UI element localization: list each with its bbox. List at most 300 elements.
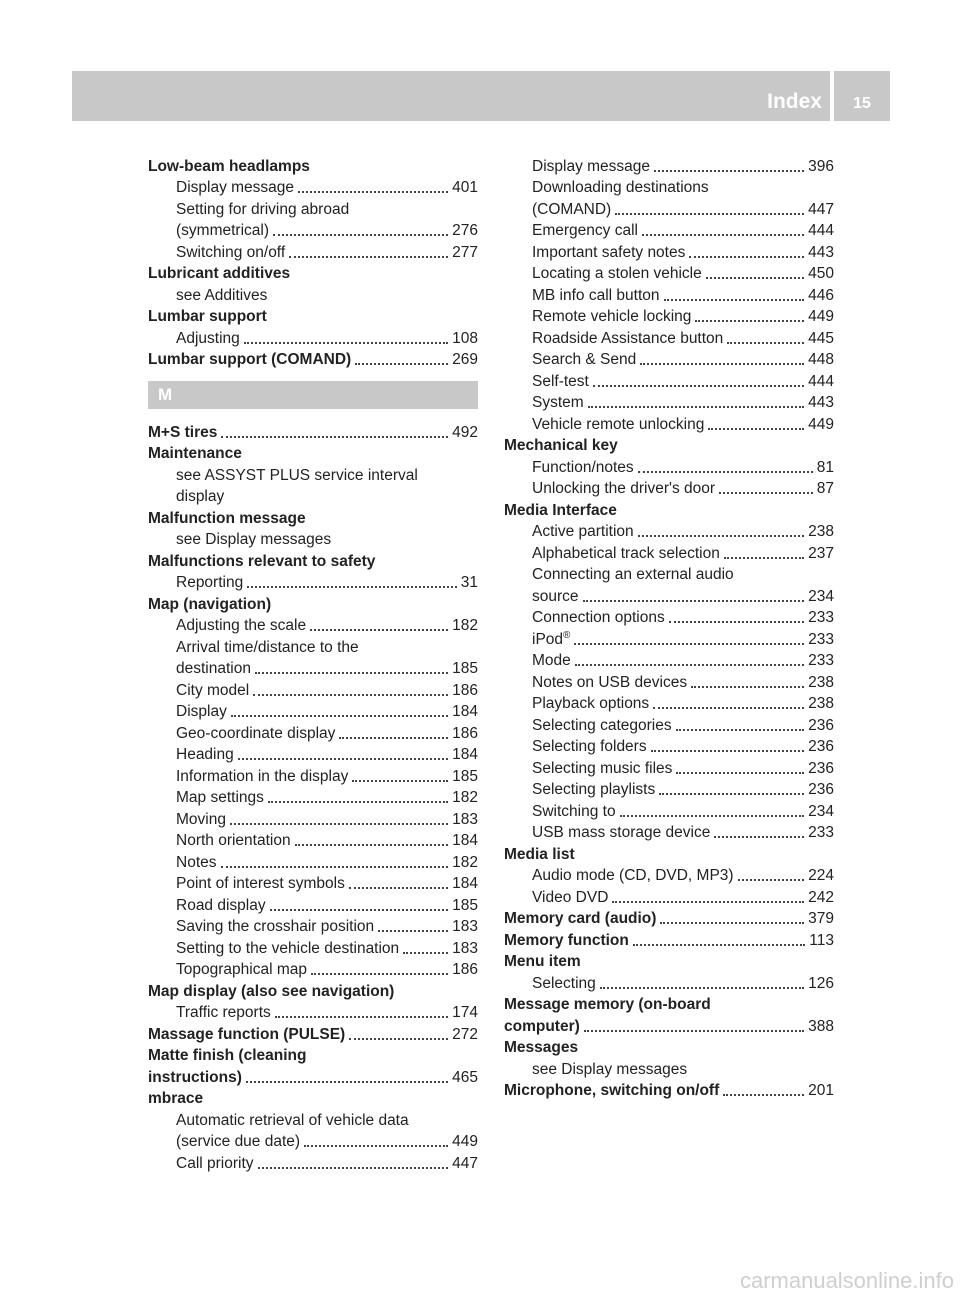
entry-label	[532, 651, 571, 671]
index-subentry	[504, 177, 834, 199]
index-subentry	[148, 486, 478, 508]
dot-leader	[310, 629, 448, 631]
page-reference: 238	[808, 523, 834, 540]
entry-label	[532, 544, 720, 564]
index-subentry	[504, 1058, 834, 1080]
page-reference: 113	[809, 931, 834, 949]
index-subentry	[148, 1002, 478, 1024]
entry-label	[176, 466, 418, 486]
entry-text: North orientation	[176, 832, 291, 849]
entry-text: Map (navigation)	[148, 595, 272, 613]
entry-label	[148, 509, 306, 529]
entry-text: System	[532, 394, 584, 411]
dot-leader	[653, 707, 804, 709]
dot-leader	[378, 930, 448, 932]
entry-label	[504, 909, 656, 929]
page-reference: 186	[452, 961, 478, 978]
entry-text: Vehicle remote unlocking	[532, 415, 705, 433]
page-reference: 233	[808, 652, 834, 669]
page-reference: 446	[808, 286, 834, 304]
entry-text: source	[532, 587, 579, 605]
index-subentry	[504, 628, 834, 650]
index-entry	[504, 994, 834, 1016]
entry-label	[532, 823, 710, 843]
entry-text: Notes on USB devices	[532, 673, 688, 691]
index-subentry	[504, 284, 834, 306]
entry-label	[504, 436, 618, 456]
entry-label	[532, 866, 734, 886]
page-reference: 183	[452, 939, 478, 957]
watermark-text: carmanualsonline.info	[739, 1268, 954, 1293]
page-reference: 443	[808, 394, 834, 411]
entry-label	[532, 1060, 687, 1080]
index-subentry	[148, 615, 478, 637]
entry-label	[176, 243, 285, 263]
index-subentry	[148, 765, 478, 787]
index-subentry	[504, 693, 834, 715]
page-reference: 81	[816, 458, 834, 476]
dot-leader	[612, 901, 804, 903]
page-reference: 185	[452, 767, 478, 785]
dot-leader	[258, 1167, 449, 1169]
page-reference: 269	[452, 351, 478, 368]
index-entry	[148, 1023, 478, 1045]
index-subentry	[504, 478, 834, 500]
entry-label	[148, 350, 351, 370]
index-subentry	[504, 542, 834, 564]
entry-text: Messages	[504, 1039, 579, 1056]
index-subentry	[148, 873, 478, 895]
entry-text: display	[176, 488, 225, 505]
entry-label	[148, 157, 310, 177]
entry-label	[176, 616, 306, 636]
dot-leader	[654, 170, 804, 172]
index-entry	[504, 1015, 834, 1037]
index-subentry	[504, 306, 834, 328]
registered-mark: ®	[563, 629, 571, 641]
index-subentry	[504, 564, 834, 586]
page-reference: 276	[452, 222, 478, 239]
index-entry	[504, 1037, 834, 1059]
dot-leader	[593, 385, 804, 387]
entry-text: Selecting music files	[532, 759, 673, 777]
index-subentry	[148, 241, 478, 263]
entry-text: Notes	[176, 853, 217, 871]
entry-text: Selecting	[532, 974, 596, 992]
index-subentry	[148, 636, 478, 658]
section-letter: M	[158, 385, 173, 404]
entry-text: Reporting	[176, 574, 244, 591]
entry-label	[176, 1132, 300, 1152]
index-subentry	[148, 177, 478, 199]
entry-text: Adjusting	[176, 329, 240, 347]
entry-text: Information in the display	[176, 767, 349, 785]
entry-text: Memory function	[504, 931, 629, 949]
entry-text: see Additives	[176, 286, 268, 304]
index-subentry	[148, 1152, 478, 1174]
entry-label	[176, 788, 264, 808]
entry-text: (symmetrical)	[176, 222, 269, 239]
entry-label	[532, 630, 570, 650]
entry-text: Switching on/off	[176, 243, 286, 261]
index-subentry	[504, 370, 834, 392]
page-reference: 87	[816, 480, 834, 497]
index-subentry	[504, 392, 834, 414]
index-subentry	[504, 585, 834, 607]
page-reference: 234	[808, 587, 834, 605]
dot-leader	[238, 758, 448, 760]
index-entry	[148, 593, 478, 615]
entry-label	[176, 1003, 271, 1023]
entry-text: Topographical map	[176, 961, 307, 978]
dot-leader	[691, 686, 804, 688]
index-entry	[148, 443, 478, 465]
entry-text: Point of interest symbols	[176, 875, 345, 892]
entry-label	[532, 221, 638, 241]
entry-text: Massage function (PULSE)	[148, 1025, 346, 1043]
entry-label	[148, 1068, 242, 1088]
page-reference: 450	[808, 265, 834, 282]
page-reference: 444	[808, 372, 834, 390]
entry-label	[532, 673, 687, 693]
index-block	[148, 421, 478, 1174]
dot-leader	[719, 492, 813, 494]
entry-label	[176, 200, 349, 220]
entry-label	[532, 264, 702, 284]
entry-label	[148, 264, 290, 284]
entry-text: Important safety notes	[532, 243, 686, 261]
index-subentry	[148, 220, 478, 242]
index-subentry	[148, 808, 478, 830]
entry-text: Active partition	[532, 523, 634, 540]
dot-leader	[669, 621, 804, 623]
index-subentry	[148, 916, 478, 938]
page-reference: 449	[808, 415, 834, 433]
entry-text: Mode	[532, 652, 571, 669]
dot-leader	[664, 299, 805, 301]
index-subentry	[504, 671, 834, 693]
page-reference: 182	[452, 617, 478, 634]
dot-leader	[575, 664, 804, 666]
entry-label	[176, 659, 251, 679]
entry-text: City model	[176, 681, 250, 699]
dot-leader	[304, 1145, 448, 1147]
page-reference: 185	[452, 660, 478, 677]
dot-leader	[230, 823, 448, 825]
entry-label	[176, 221, 269, 241]
entry-text: Display message	[176, 179, 295, 196]
entry-label	[532, 372, 589, 392]
entry-text: Search & Send	[532, 351, 637, 368]
entry-text: Unlocking the driver's door	[532, 480, 716, 497]
entry-text: Heading	[176, 746, 234, 763]
dot-leader	[676, 772, 804, 774]
entry-text: Selecting playlists	[532, 781, 656, 798]
dot-leader	[714, 836, 804, 838]
page-reference: 126	[808, 974, 834, 992]
entry-text: M+S tires	[148, 423, 218, 441]
entry-text: USB mass storage device	[532, 824, 711, 841]
entry-label	[176, 1154, 254, 1174]
index-subentry	[504, 263, 834, 285]
index-subentry	[504, 822, 834, 844]
entry-label	[176, 286, 267, 306]
entry-label	[532, 974, 596, 994]
page-reference: 388	[808, 1017, 834, 1035]
page-reference: 184	[452, 832, 478, 849]
index-subentry	[148, 658, 478, 680]
dot-leader	[727, 342, 804, 344]
entry-text: Function/notes	[532, 458, 634, 476]
entry-text: Setting to the vehicle destination	[176, 939, 400, 957]
index-subentry	[504, 800, 834, 822]
dot-leader	[738, 879, 805, 881]
entry-text: Memory card (audio)	[504, 910, 657, 927]
index-subentry	[504, 779, 834, 801]
entry-text: Low-beam headlamps	[148, 157, 310, 175]
entry-text: Roadside Assistance button	[532, 329, 724, 347]
index-entry	[504, 843, 834, 865]
entry-label	[532, 307, 691, 327]
entry-label	[532, 716, 672, 736]
page-reference: 272	[452, 1025, 478, 1043]
entry-label	[148, 595, 271, 615]
entry-label	[532, 737, 647, 757]
entry-text: Lubricant additives	[148, 265, 291, 282]
dot-leader	[339, 737, 448, 739]
page-reference: 183	[452, 918, 478, 935]
dot-leader	[311, 973, 448, 975]
index-subentry	[504, 714, 834, 736]
entry-label	[148, 423, 217, 443]
entry-text: Display	[176, 703, 227, 720]
dot-leader	[574, 643, 804, 645]
index-subentry	[148, 787, 478, 809]
page-reference: 183	[452, 810, 478, 828]
entry-label	[148, 982, 394, 1002]
index-entry	[504, 908, 834, 930]
index-entry	[504, 929, 834, 951]
entry-label	[176, 530, 331, 550]
page-reference: 186	[452, 724, 478, 742]
index-subentry	[504, 327, 834, 349]
entry-text: Self-test	[532, 372, 589, 390]
index-subentry	[148, 572, 478, 594]
dot-leader	[247, 586, 457, 588]
entry-label	[148, 1089, 203, 1109]
entry-label	[176, 1111, 409, 1131]
page-reference: 186	[452, 681, 478, 699]
entry-text: Moving	[176, 810, 226, 828]
index-block	[504, 155, 834, 1101]
dot-leader	[584, 1030, 804, 1032]
entry-text: Audio mode (CD, DVD, MP3)	[532, 867, 734, 884]
index-subentry	[504, 521, 834, 543]
entry-label	[532, 157, 650, 177]
index-subentry	[504, 886, 834, 908]
dot-leader	[615, 213, 804, 215]
entry-text: Map display (also see navigation)	[148, 982, 395, 1000]
index-entry	[504, 499, 834, 521]
dot-leader	[660, 922, 804, 924]
entry-text: (service due date)	[176, 1133, 301, 1150]
entry-text: Microphone, switching on/off	[504, 1082, 720, 1099]
page-reference: 174	[452, 1004, 478, 1021]
index-entry	[148, 155, 478, 177]
index-subentry	[504, 607, 834, 629]
index-subentry	[148, 529, 478, 551]
entry-text: Selecting categories	[532, 716, 672, 734]
index-entry	[504, 951, 834, 973]
entry-label	[504, 1038, 578, 1058]
page-reference: 184	[452, 875, 478, 892]
entry-label	[504, 952, 581, 972]
entry-text: mbrace	[148, 1090, 204, 1107]
section-header-m	[148, 381, 478, 409]
page-reference: 447	[808, 200, 834, 218]
dot-leader	[268, 801, 448, 803]
page-reference: 233	[808, 630, 834, 648]
index-subentry	[148, 679, 478, 701]
dot-leader	[298, 191, 448, 193]
page-reference: 238	[808, 673, 834, 691]
entry-text: Lumbar support	[148, 308, 267, 325]
entry-text: Mechanical key	[504, 437, 618, 454]
entry-label	[176, 487, 224, 507]
entry-text: Downloading destinations	[532, 179, 709, 196]
entry-text: destination	[176, 660, 251, 677]
entry-label	[176, 702, 227, 722]
entry-label	[176, 573, 243, 593]
entry-text: see ASSYST PLUS service interval	[176, 466, 418, 484]
page-reference: 224	[808, 867, 834, 884]
index-subentry	[504, 220, 834, 242]
entry-label	[532, 393, 584, 413]
entry-label	[176, 939, 399, 959]
page-reference: 234	[808, 802, 834, 820]
entry-text: Display message	[532, 157, 651, 175]
page-reference: 242	[808, 888, 834, 906]
dot-leader	[724, 557, 804, 559]
entry-label	[532, 350, 636, 370]
page-reference: 233	[808, 609, 834, 626]
entry-text: Emergency call	[532, 222, 638, 239]
page-reference: 108	[452, 329, 478, 347]
page-reference: 401	[452, 179, 478, 196]
index-subentry	[148, 894, 478, 916]
dot-leader	[695, 320, 804, 322]
dot-leader	[349, 1038, 448, 1040]
index-subentry	[148, 830, 478, 852]
entry-text: Geo-coordinate display	[176, 724, 336, 742]
entry-text: Maintenance	[148, 445, 242, 462]
entry-text: Message memory (on-board	[504, 996, 711, 1013]
index-subentry	[504, 413, 834, 435]
index-entry	[504, 1080, 834, 1102]
index-subentry	[148, 722, 478, 744]
page-reference: 379	[808, 910, 834, 927]
index-entry	[148, 421, 478, 443]
page-reference: 444	[808, 222, 834, 239]
dot-leader	[275, 1016, 448, 1018]
entry-label	[176, 896, 266, 916]
dot-leader	[231, 715, 448, 717]
dot-leader	[638, 535, 804, 537]
entry-text: iPod	[532, 630, 564, 648]
page-reference: 236	[808, 759, 834, 777]
entry-label	[532, 802, 616, 822]
dot-leader	[676, 729, 805, 731]
index-subentry	[504, 198, 834, 220]
index-subentry	[148, 464, 478, 486]
index-subentry	[504, 736, 834, 758]
page-reference: 238	[808, 695, 834, 712]
entry-label	[504, 1017, 580, 1037]
page-reference: 449	[808, 308, 834, 325]
entry-label	[532, 759, 672, 779]
entry-text: Connection options	[532, 609, 665, 626]
dot-leader	[638, 471, 813, 473]
dot-leader	[221, 436, 448, 438]
dot-leader	[588, 406, 804, 408]
index-subentry	[148, 198, 478, 220]
entry-text: Switching to	[532, 802, 616, 820]
page-reference: 185	[452, 896, 478, 914]
page-reference: 237	[808, 544, 834, 562]
entry-label	[148, 444, 242, 464]
page-reference: 236	[808, 781, 834, 798]
page-title: Index	[767, 90, 822, 113]
entry-label	[532, 694, 649, 714]
entry-text: MB info call button	[532, 286, 660, 304]
page-reference: 449	[452, 1133, 478, 1150]
entry-label	[176, 724, 335, 744]
entry-label	[176, 178, 294, 198]
entry-label	[532, 780, 655, 800]
entry-label	[504, 931, 629, 951]
dot-leader	[253, 694, 448, 696]
dot-leader	[689, 256, 804, 258]
index-subentry	[148, 851, 478, 873]
index-subentry	[148, 959, 478, 981]
entry-label	[176, 767, 348, 787]
entry-label	[532, 200, 611, 220]
entry-label	[532, 243, 685, 263]
entry-text: Arrival time/distance to the	[176, 638, 359, 656]
index-subentry	[148, 701, 478, 723]
entry-text: Playback options	[532, 695, 650, 712]
entry-text: Media list	[504, 845, 575, 863]
dot-leader	[600, 987, 804, 989]
entry-label	[176, 831, 291, 851]
dot-leader	[221, 866, 449, 868]
entry-label	[176, 874, 345, 894]
entry-text: Setting for driving abroad	[176, 200, 350, 218]
dot-leader	[355, 363, 448, 365]
index-subentry	[148, 284, 478, 306]
index-entry	[148, 306, 478, 328]
dot-leader	[651, 750, 805, 752]
entry-text: computer)	[504, 1017, 580, 1035]
entry-label	[532, 286, 660, 306]
dot-leader	[270, 909, 449, 911]
entry-label	[148, 1025, 345, 1045]
index-entry	[148, 1045, 478, 1067]
entry-text: Traffic reports	[176, 1004, 271, 1021]
entry-label	[532, 479, 715, 499]
entry-label	[148, 307, 267, 327]
index-subentry	[504, 241, 834, 263]
